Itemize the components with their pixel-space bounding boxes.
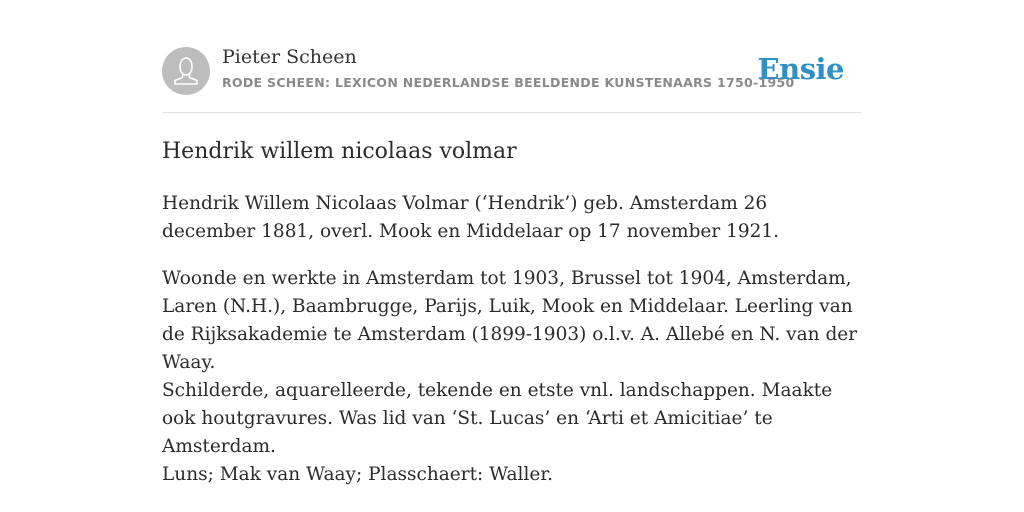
article-title: Hendrik willem nicolaas volmar: [162, 139, 517, 164]
article-paragraph-work: Schilderde, aquarelleerde, tekende en etste vnl. landschappen. Maakte ook houtgravures. Was lid van ‘St. Lucas’ en ‘Arti et Amicitiae’ te Amsterdam.: [162, 380, 833, 457]
article-header: [162, 0, 862, 113]
article-card: [162, 0, 862, 485]
article-paragraph-birth: Hendrik Willem Nicolaas Volmar (‘Hendrik’) geb. Amsterdam 26 december 1881, overl. Mook en Middelaar op 17 november 1921.: [162, 193, 780, 242]
article-paragraph-residence: Woonde en werkte in Amsterdam tot 1903, Brussel tot 1904, Amsterdam, Laren (N.H.), Baambrugge, Parijs, Luik, Mook en Middelaar. Leerling van de Rijksakademie te Amsterdam (1899-1903) o.l.v. A. Allebé en N. van der Waay.: [162, 268, 858, 373]
author-avatar[interactable]: [162, 47, 210, 95]
brand-logo[interactable]: Ensie: [757, 52, 844, 86]
article-paragraph-sources: Luns; Mak van Waay; Plasschaert: Waller.: [162, 464, 554, 485]
author-name[interactable]: Pieter Scheen: [222, 46, 357, 68]
source-title[interactable]: RODE SCHEEN: LEXICON NEDERLANDSE BEELDENDE KUNSTENAARS 1750-1950: [222, 75, 795, 90]
user-icon: [162, 47, 210, 95]
